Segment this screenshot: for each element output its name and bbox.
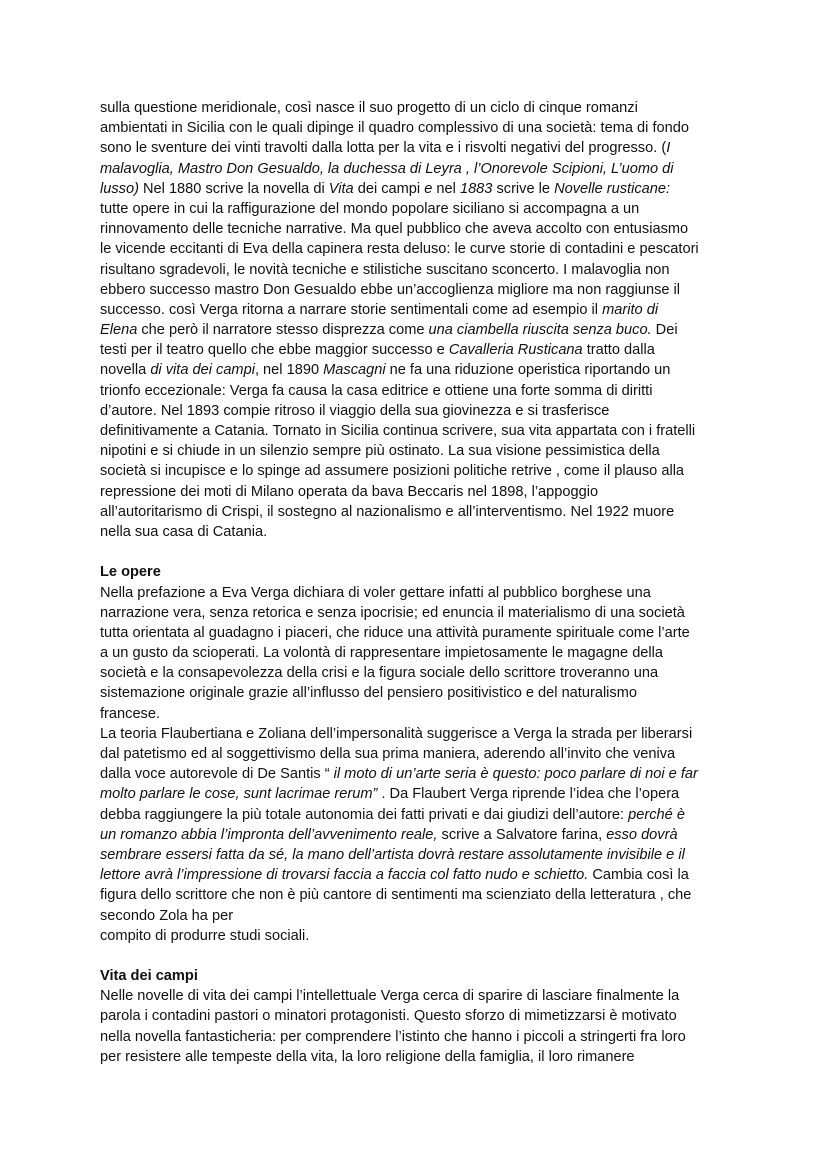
text-run: Nelle novelle di vita dei campi l’intellettuale Verga cerca di sparire di lasciare finalmente la — [100, 988, 680, 1005]
text-line — [100, 360, 740, 380]
text-line — [100, 502, 740, 522]
text-run: debba raggiungere la più totale autonomia dei fatti privati e dai giudizi dell’autore: — [100, 806, 629, 823]
text-run: nel — [432, 180, 460, 197]
italic-text: un romanzo abbia l’impronta dell’avvenimento reale, — [100, 826, 438, 843]
italic-text: I — [666, 140, 671, 157]
section-biography — [100, 98, 740, 542]
text-run: risultano sgradevoli, le novità tecniche e stilistiche suscitano sconcerto. I malavoglia non — [100, 261, 670, 278]
text-line — [100, 138, 740, 158]
text-run: francese. — [100, 705, 161, 722]
text-run: Cambia così la — [588, 867, 689, 884]
text-run: secondo Zola ha per — [100, 907, 234, 924]
document-page — [100, 98, 740, 1067]
italic-text: una ciambella riuscita senza buco. — [428, 322, 652, 339]
italic-text: il moto di un’arte seria è questo: poco parlare di noi e far — [333, 766, 698, 783]
text-line — [100, 744, 740, 764]
text-run: nipotini e si chiude in un silenzio sempre più ostinato. La sua visione pessimistica della — [100, 443, 660, 460]
text-run: tratto dalla — [582, 342, 655, 359]
text-run: parola i contadini pastori o minatori protagonisti. Questo sforzo di mimetizzarsi è motivato — [100, 1008, 677, 1025]
text-run: Nel 1880 scrive la novella di — [138, 180, 329, 197]
text-run: . Da Flaubert Verga riprende l’idea che l’opera — [377, 786, 680, 803]
text-run: figura dello scrittore che non è più cantore di sentimenti ma scienziato della letteratura , che — [100, 887, 692, 904]
text-line — [100, 98, 740, 118]
text-run: dal patetismo ed al soggettivismo della sua prima maniera, aderendo all’invito che veniva — [100, 746, 676, 762]
text-line — [100, 926, 740, 946]
italic-text: Elena — [100, 322, 138, 339]
text-line — [100, 845, 740, 865]
text-run: tutta orientata al guadagno i piaceri, che riduce una attività puramente spirituale come l’arte — [100, 624, 690, 641]
text-run: rinnovamento delle tecniche narrative. Ma quel pubblico che aveva accolto con entusiasmo — [100, 221, 689, 238]
text-line — [100, 522, 740, 542]
section-vita-dei-campi — [100, 986, 740, 1067]
text-run: definitivamente a Catania. Tornato in Sicilia continua scrivere, sua vita appartata con i fratelli — [100, 423, 696, 439]
text-line — [100, 340, 740, 360]
text-run: ne fa una riduzione operistica riportando un — [385, 362, 671, 379]
text-run: tutte opere in cui la raffigurazione del mondo popolare siciliano si accompagna a un — [100, 200, 640, 217]
text-line — [100, 441, 740, 461]
text-line — [100, 300, 740, 320]
text-run: compito di produrre studi sociali. — [100, 927, 310, 944]
text-run: successo. così Verga ritorna a narrare storie sentimentali come ad esempio il — [100, 301, 603, 318]
text-run: le vicende eccitanti di Eva della capinera resta deluso: le curve storie di contadini e pescatori — [100, 241, 699, 258]
text-run: per resistere alle tempeste della vita, la loro religione della famiglia, il loro rimanere — [100, 1048, 635, 1065]
text-line — [100, 986, 740, 1006]
text-line — [100, 219, 740, 239]
text-line — [100, 159, 740, 179]
text-run: , nel 1890 — [254, 362, 324, 379]
italic-text: Vita — [328, 180, 354, 197]
blank-line — [100, 542, 740, 562]
text-line — [100, 199, 740, 219]
text-line — [100, 724, 740, 744]
text-run: dalla voce autorevole di De Santis “ — [100, 766, 334, 783]
text-line — [100, 1027, 740, 1047]
text-run: all’autoritarismo di Crispi, il sostegno al nazionalismo e all’interventismo. Nel 1922 muore — [100, 503, 675, 520]
italic-text: molto parlare le cose, sunt lacrimae rerum” — [100, 786, 378, 803]
text-run: Dei — [651, 322, 678, 339]
text-run: sistemazione originale grazie all’influsso del pensiero positivistico e del naturalismo — [100, 685, 637, 702]
text-run: sulla questione meridionale, così nasce il suo progetto di un ciclo di cinque romanzi — [100, 100, 638, 116]
text-line — [100, 401, 740, 421]
blank-line — [100, 946, 740, 966]
text-line — [100, 825, 740, 845]
heading-le-opere: Le opere — [100, 564, 161, 581]
section-le-opere — [100, 583, 740, 946]
heading-vita-dei-campi: Vita dei campi — [100, 968, 198, 985]
text-run: scrive le — [492, 180, 555, 197]
text-run: società e la consapevolezza della crisi e la figura sociale dello scrittore troveranno una — [100, 665, 659, 682]
text-run: dei campi — [353, 180, 425, 197]
text-line — [100, 805, 740, 825]
italic-text: perché è — [628, 806, 685, 823]
text-run: ambientati in Sicilia con le quali dipinge il quadro complessivo di una società: tema di fondo — [100, 120, 689, 137]
text-line — [100, 583, 740, 603]
text-line — [100, 320, 740, 340]
text-line — [100, 1047, 740, 1067]
italic-text: lettore avrà l’impressione di trovarsi faccia a faccia col fatto nudo e schietto. — [100, 867, 589, 884]
italic-text: Novelle rusticane: — [554, 180, 671, 197]
text-line — [100, 260, 740, 280]
italic-text: esso dovrà — [606, 826, 678, 843]
italic-text: Mascagni — [323, 362, 386, 379]
text-line — [100, 461, 740, 481]
text-line — [100, 421, 740, 441]
text-run: Nella prefazione a Eva Verga dichiara di voler gettare infatti al pubblico borghese una — [100, 584, 651, 601]
text-run: novella — [100, 362, 151, 379]
text-line — [100, 623, 740, 643]
text-run: d’autore. Nel 1893 compie ritroso il viaggio della sua giovinezza e si trasferisce — [100, 402, 610, 419]
text-line — [100, 865, 740, 885]
text-run: testi per il teatro quello che ebbe maggior successo e — [100, 342, 449, 359]
italic-text: malavoglia, Mastro Don Gesualdo, la duchessa di Leyra , l’Onorevole Scipioni, L’uomo di — [100, 160, 674, 177]
text-line — [100, 906, 740, 926]
text-line — [100, 482, 740, 502]
text-line — [100, 603, 740, 623]
text-run: ebbero successo mastro Don Gesualdo ebbe un’accoglienza migliore ma non raggiunse il — [100, 281, 681, 298]
text-line — [100, 1006, 740, 1026]
text-line — [100, 118, 740, 138]
italic-text: 1883 — [459, 180, 493, 197]
text-line — [100, 239, 740, 259]
text-run: trionfo eccezionale: Verga fa causa la casa editrice e ottiene una forte somma di diritti — [100, 382, 653, 399]
italic-text: sembrare essersi fatta da sé, la mano dell’artista dovrà restare assolutamente invisibile e il — [100, 846, 685, 863]
text-line — [100, 643, 740, 663]
italic-text: e — [424, 180, 433, 197]
text-run: scrive a Salvatore farina, — [437, 826, 607, 843]
text-line — [100, 764, 740, 784]
text-run: sono le sventure dei vinti travolti dalla lotta per la vita e i risvolti negativi del progresso. ( — [100, 140, 667, 157]
text-run: La teoria Flaubertiana e Zoliana dell’impersonalità suggerisce a Verga la strada per liberarsi — [100, 725, 693, 742]
text-run: repressione dei moti di Milano operata da bava Beccaris nel 1898, l’appoggio — [100, 483, 599, 500]
text-run: società si incupisce e lo spinge ad assumere posizioni politiche retrive , come il plauso alla — [100, 463, 685, 480]
text-line — [100, 179, 740, 199]
text-line — [100, 885, 740, 905]
text-line — [100, 663, 740, 683]
italic-text: di vita dei campi — [150, 362, 255, 379]
text-line — [100, 784, 740, 804]
italic-text: lusso) — [100, 180, 139, 197]
text-run: narrazione vera, senza retorica e senza ipocrisie; ed enuncia il materialismo di una società — [100, 604, 685, 621]
text-run: nella sua casa di Catania. — [100, 523, 268, 540]
text-line — [100, 280, 740, 300]
text-run: che però il narratore stesso disprezza come — [137, 322, 429, 339]
text-run: a un gusto da scioperati. La volontà di rappresentare impietosamente le magagne della — [100, 645, 664, 662]
text-line — [100, 704, 740, 724]
italic-text: marito di — [602, 301, 659, 318]
text-line — [100, 381, 740, 401]
text-run: nella novella fantasticheria: per comprendere l’istinto che hanno i piccoli a stringerti fra loro — [100, 1028, 686, 1045]
italic-text: Cavalleria Rusticana — [448, 342, 583, 359]
text-line — [100, 683, 740, 703]
